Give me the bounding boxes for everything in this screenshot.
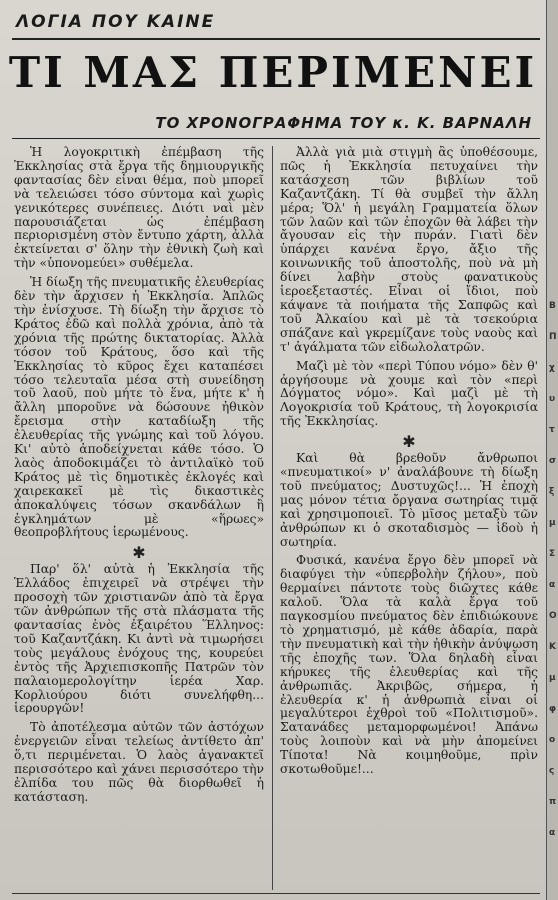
paragraph: Μαζὶ μὲ τὸν «περὶ Τύπου νόμο» δὲν θ' ἀργήσουμε νὰ χουμε καὶ τὸν «περὶ Δόγματος νόμο». Καὶ μαζὶ μὲ τὴ Λογοκρισία τοῦ Κράτους, τὴ λογοκρισία τῆς Ἐκκλησίας.: [280, 358, 538, 429]
edge-letter: ο: [549, 735, 556, 745]
edge-letter: τ: [549, 425, 555, 435]
column-divider: [272, 146, 273, 890]
paragraph: Ἀλλὰ γιὰ μιὰ στιγμὴ ἂς ὑποθέσουμε, πῶς ἡ Ἐκκλησία πετυχαίνει τὴν κατάσχεση τῶν βιβλίων τοῦ Καζαντζάκη. Τί θὰ συμβεῖ τὴν ἄλλη μέρα; Ὅλ' ἡ μεγάλη Γραμματεία ὅλων τῶν λαῶν καὶ τῶν ἐποχῶν θὰ λάβει τὴν ἄγουσαν εἰς τὴν πυράν. Γιατὶ δὲν ὑπάρχει κανένα ἔργο, ἄξιο τῆς κοινωνικῆς τοῦ ἀποστολῆς, ποὺ νὰ μὴ δίνει λαβὴν στοὺς φανατικοὺς ἱεροεξεταστές. Εἶναι οἱ ἴδιοι, ποὺ κάψανε τὰ ποιήματα τῆς Σαπφῶς καὶ τοῦ Ἀλκαίου καὶ μὲ τὰ τσεκούρια σπάζανε καὶ γκρεμίζανε τοὺς ναοὺς καὶ τ' ἀγάλματα τῶν εἰδωλολατρῶν.: [280, 145, 538, 354]
edge-letter: φ: [549, 704, 557, 714]
edge-letter: Σ: [549, 549, 556, 559]
article-column-right: [280, 146, 538, 782]
article-column-left: [14, 146, 264, 810]
paragraph: Ἡ δίωξη τῆς πνευματικῆς ἐλευθερίας δὲν τὴν ἄρχισεν ἡ Ἐκκλησία. Ἁπλῶς τὴν ἐνίσχυσε. Τὴ δίωξη τὴν ἄρχισε τὸ Κράτος ἐδῶ καὶ πολλὰ χρόνια, ἀπὸ τὰ χρόνια τῆς πρώτης δικτατορίας. Ἀλλὰ τόσον τοῦ Κράτους, ὅσο καὶ τῆς Ἐκκλησίας τὸ κῦρος ἔχει καταπέσει τόσο τελευταῖα μέσα στὴ συνείδηση τοῦ λαοῦ, ποὺ μήτε τὸ ἕνα, μήτε κ' ἡ ἄλλη μποροῦνε νὰ δώσουνε ἠθικὸν ἔρεισμα στὴν καταδίωξη τῆς ἐλευθερίας τῆς γνώμης καὶ τοῦ λόγου. Κι' αὐτὸ ἀποδείχνεται κάθε τόσο. Ὁ λαὸς ἀποδοκιμάζει τὸ ἀντιλαϊκὸ τοῦ Κράτος μὲ τὶς δημοτικὲς ἐκλογές καὶ χαιρεκακεῖ μὲ τὶς δικαστικὲς ἀποκαλύψεις τόσων σκανδάλων ἢ ἐγκλημάτων μὲ «ἥρωες» θεοπροβλήτους ἱερωμένους.: [14, 275, 264, 540]
paragraph: Παρ' ὅλ' αὐτὰ ἡ Ἐκκλησία τῆς Ἑλλάδος ἐπιχειρεῖ νὰ στρέψει τὴν προσοχὴ τῶν χριστιανῶν ἀπὸ τὰ ἔργα τῶν ἀνθρώπων τῆς στὰ πλάσματα τῆς φαντασίας ἑνὸς ἐξαιρέτου Ἕλληνος: τοῦ Καζαντζάκη. Κι ἀντὶ νὰ τιμωρήσει τοὺς μεγάλους ἐνόχους της, κουρεύει ἐντὸς τῆς Ἀρχιεπισκοπῆς Πατρῶν τὸν παλαιομερολογίτην ἱερέα Χαρ. Κορλιούρου διότι συνελήφθη... ἱερουργῶν!: [14, 562, 264, 716]
adjacent-column-edge: [546, 0, 558, 900]
edge-letter: Π: [549, 332, 557, 342]
paragraph: Τὸ ἀποτέλεσμα αὐτῶν τῶν ἀστόχων ἐνεργειῶν εἶναι τελείως ἀντίθετο ἀπ' ὅ,τι περιμένεται. Ὁ λαὸς ἀγανακτεῖ περισσότερο καὶ χάνει περισσότερο τὴν ἐλπίδα του πῶς θὰ διορθωθεῖ ἡ κατάσταση.: [14, 720, 264, 804]
edge-letter: ξ: [549, 487, 555, 497]
paragraph: Φυσικά, κανένα ἔργο δὲν μπορεῖ νὰ διαφύγει τὴν «ὑπερβολὴν ζήλου», ποὺ θερμαίνει πάντοτε τοὺς διῶχτες κάθε καλοῦ. Ὅλα τὰ καλὰ ἔργα τοῦ παγκοσμίου πνεύματος δὲν ἐπιδιώκουνε τὸ χρηματισμό, μὲ κάθε ἀδαρία, παρὰ τὴν πνευματικὴ καὶ τὴν ἠθικὴν ἀνύψωση τῆς ἐποχῆς των. Ὅλα δηλαδὴ εἶναι κήρυκες τῆς ἐλευθερίας καὶ τῆς ἀνθρωπιᾶς. Ἀκριβῶς, σήμερα, ἡ ἐλευθερία κ' ἡ ἀνθρωπιὰ εἶναι οἱ μεγαλύτεροι ἐχθροὶ τοῦ «Πολιτισμοῦ». Σατανάδες μεταμορφωμένοι! Ἀπάνω τοὺς λοιποὺν καὶ νὰ μὴν ἀπομείνει Τίποτα! Νὰ κοιμηθοῦμε, πρὶν σκοτωθοῦμε!...: [280, 553, 538, 777]
edge-letter: α: [549, 580, 556, 590]
headline: ΤΙ ΜΑΣ ΠΕΡΙΜΕΝΕΙ: [8, 48, 538, 97]
edge-letter: Β: [549, 301, 556, 311]
edge-letter: π: [549, 797, 557, 807]
paragraph: Ἡ λογοκριτικὴ ἐπέμβαση τῆς Ἐκκλησίας στὰ ἔργα τῆς δημιουργικῆς φαντασίας δὲν εἶναι θέμα, ποὺ μπορεῖ νὰ τελειώσει τόσο σύντομα καὶ χωρὶς γενικότερες συνέπειες. Διότι ναὶ μὲν παρουσιάζεται ὡς ἐπέμβαση περιορισμένη στὸν ἔντυπο χάρτη, ἀλλὰ ἐκτείνεται σ' ὅλην τὴν ἐθνικὴ ζωὴ καὶ τὴν «ὑπονομεύει» συθέμελα.: [14, 145, 264, 271]
paragraph: Καὶ θὰ βρεθοῦν ἄνθρωποι «πνευματικοί» ν' ἀναλάβουνε τὴ δίωξη τοῦ πνεύματος; Δυστυχῶς!... Ἡ ἐποχὴ μας μόνον τέτια ὄργανα σωτηρίας τιμᾷ καὶ χρησιμοποιεῖ. Τὸ μῖσος μεταξὺ τῶν ἀνθρώπων κι ὁ σκοταδισμὸς — ἰδοὺ ἡ σωτηρία.: [280, 451, 538, 549]
column-kicker: ΛΟΓΙΑ ΠΟΥ ΚΑΙΝΕ: [16, 12, 216, 32]
edge-letter: μ: [549, 518, 556, 528]
kicker-rule: [12, 38, 540, 40]
byline-subtitle: ΤΟ ΧΡΟΝΟΓΡΑΦΗΜΑ ΤΟΥ κ. Κ. ΒΑΡΝΑΛΗ: [155, 114, 532, 132]
edge-letter: μ: [549, 673, 556, 683]
edge-letter: σ: [549, 456, 557, 466]
edge-letter: Κ: [549, 642, 556, 652]
section-separator: ✱: [402, 432, 416, 452]
edge-letter: ς: [549, 766, 555, 776]
subtitle-rule: [12, 138, 540, 139]
edge-letter: χ: [549, 363, 555, 373]
edge-letter: Ο: [549, 611, 557, 621]
edge-letter: υ: [549, 394, 556, 404]
bottom-rule: [12, 893, 540, 894]
section-separator: ✱: [132, 543, 146, 563]
edge-letter: α: [549, 828, 556, 838]
